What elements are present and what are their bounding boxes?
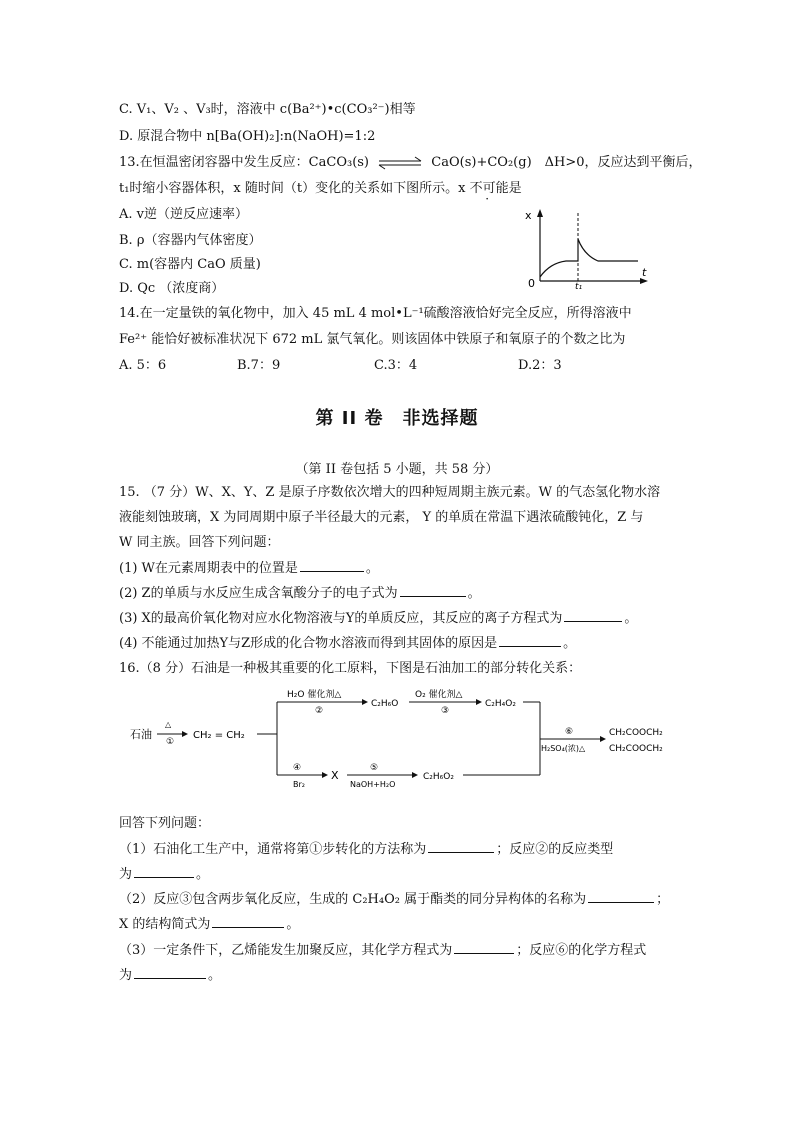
q13-stem-part2: CaO(s)+CO₂(g) ΔH>0，反应达到平衡后，	[431, 155, 702, 170]
q16-answer-intro: 回答下列问题：	[119, 816, 211, 831]
arrow-head-icon	[182, 731, 188, 737]
q16-sub2-line2: X 的结构简式为 。	[119, 914, 299, 934]
q16-sub3-line2: 为 。	[119, 965, 221, 985]
q15-sub3: (3) X的最高价氧化物对应水化物溶液与Y的单质反应，其反应的离子方程式为 。	[119, 608, 637, 628]
q13-option-c: C. m(容器内 CaO 质量)	[119, 257, 261, 272]
graph-t1-label: t₁	[575, 282, 583, 290]
q12-option-d: D. 原混合物中 n[Ba(OH)₂]:n(NaOH)=1:2	[119, 129, 376, 144]
q13-option-b: B. ρ（容器内气体密度）	[119, 233, 262, 248]
section-title: 第 II 卷 非选择题	[315, 408, 479, 429]
reaction5-reagent: NaOH+H₂O	[350, 780, 396, 789]
q15-stem-line2: 液能刻蚀玻璃，X 为同周期中原子半径最大的元素， Y 的单质在常温下遇浓硫酸钝化，Z 与	[119, 510, 644, 525]
q16-sub2-line1: （2）反应③包含两步氧化反应，生成的 C₂H₄O₂ 属于酯类的同分异构体的名称为 ；	[119, 889, 669, 909]
product2-formula: C₂H₆O	[371, 699, 399, 709]
reaction3-label: O₂ 催化剂△	[415, 690, 463, 700]
answer-blank[interactable]	[454, 940, 514, 954]
graph-curve	[540, 239, 638, 277]
q13-option-d: D. Qc （浓度商）	[119, 281, 225, 296]
q15-sub2: (2) Z的单质与水反应生成含氧酸分子的电子式为 。	[119, 583, 481, 603]
q15-stem-line1: 15. （7 分）W、X、Y、Z 是原子序数依次增大的四种短周期主族元素。W 的气态氢化物水溶	[119, 485, 661, 500]
answer-blank[interactable]	[428, 839, 494, 853]
q13-graph	[520, 205, 650, 290]
graph-x-label: t	[642, 266, 647, 279]
reaction4-reagent: Br₂	[293, 780, 305, 789]
q14-option-b: B.7：9	[237, 358, 281, 373]
graph-y-label: x	[525, 209, 532, 222]
q16-sub1-line2: 为 。	[119, 864, 209, 884]
q14-option-c: C.3：4	[374, 358, 418, 373]
reaction5-number: ⑤	[370, 763, 379, 773]
answer-blank[interactable]	[400, 583, 466, 597]
q16-stem: 16.（8 分）石油是一种极其重要的化工原料，下图是石油加工的部分转化关系：	[119, 661, 582, 676]
product5-formula: C₂H₆O₂	[423, 772, 454, 782]
arrow-head-icon	[600, 736, 606, 742]
answer-blank[interactable]	[588, 889, 654, 903]
q14-option-a: A. 5：6	[119, 358, 167, 373]
arrow-head-icon	[322, 772, 328, 778]
reaction6-number: ⑥	[565, 727, 574, 737]
q15-sub4: (4) 不能通过加热Y与Z形成的化合物水溶液而得到其固体的原因是 。	[119, 633, 576, 653]
q13-stem-line2	[119, 180, 522, 198]
q14-stem-line1: 14.在一定量铁的氧化物中，加入 45 mL 4 mol•L⁻¹硫酸溶液恰好完全反应，所得溶液中	[119, 306, 632, 321]
answer-blank[interactable]	[300, 558, 364, 572]
reaction6-reagent: H₂SO₄(浓)△	[541, 744, 586, 753]
section-subtitle: （第 II 卷包括 5 小题，共 58 分）	[295, 462, 499, 477]
q13-stem-part4: 是	[508, 181, 522, 196]
answer-blank[interactable]	[134, 864, 194, 878]
answer-blank[interactable]	[212, 914, 284, 928]
arrow-head-icon	[362, 699, 368, 705]
reaction3-number: ③	[441, 706, 450, 716]
q15-sub1: (1) W在元素周期表中的位置是 。	[119, 558, 379, 578]
answer-blank[interactable]	[564, 608, 622, 622]
q13-stem-part1: 13.在恒温密闭容器中发生反应：CaCO₃(s)	[119, 155, 370, 170]
product6-line2: CH₂COOCH₂	[609, 744, 663, 754]
answer-blank[interactable]	[134, 965, 206, 979]
q13-stem-part3: t₁时缩小容器体积，x 随时间（t）变化的关系如下图所示。x	[119, 181, 470, 196]
reaction2-label: H₂O 催化剂△	[287, 690, 342, 700]
q13-stem-line1	[119, 154, 702, 172]
arrow-head-icon	[412, 772, 418, 778]
graph-y-arrow-icon	[537, 209, 543, 217]
q15-stem-line3: W 同主族。回答下列问题：	[119, 535, 280, 550]
q14-option-d: D.2：3	[518, 358, 562, 373]
product3-formula: C₂H₄O₂	[485, 699, 516, 709]
answer-blank[interactable]	[499, 633, 561, 647]
svg-text:△: △	[165, 720, 172, 729]
arrow-head-icon	[476, 699, 482, 705]
q13-option-a: A. v逆（逆反应速率）	[119, 207, 248, 222]
reaction2-number: ②	[315, 706, 324, 716]
product6-line1: CH₂COOCH₂	[609, 728, 663, 738]
q16-sub1-line1: （1）石油化工生产中，通常将第①步转化的方法称为 ；反应②的反应类型	[119, 839, 613, 859]
q14-stem-line2: Fe²⁺ 能恰好被标准状况下 672 mL 氯气氧化。则该固体中铁原子和氧原子的个数之比为	[119, 332, 626, 347]
reaction4-number: ④	[293, 763, 302, 773]
q16-reaction-scheme	[125, 685, 685, 795]
scheme-start: 石油	[130, 728, 152, 741]
q16-sub3-line1: （3）一定条件下，乙烯能发生加聚反应，其化学方程式为 ；反应⑥的化学方程式	[119, 940, 646, 960]
step1-number: ①	[166, 737, 175, 747]
q12-option-c: C. V₁、V₂ 、V₃时，溶液中 c(Ba²⁺)•c(CO₃²⁻)相等	[119, 102, 416, 117]
graph-origin: 0	[528, 277, 535, 290]
equilibrium-arrow-icon	[377, 156, 423, 170]
intermediate-x: X	[331, 769, 339, 782]
ethylene-formula: CH₂ = CH₂	[193, 730, 245, 741]
q13-emphasis-text: 不可能	[469, 181, 509, 196]
